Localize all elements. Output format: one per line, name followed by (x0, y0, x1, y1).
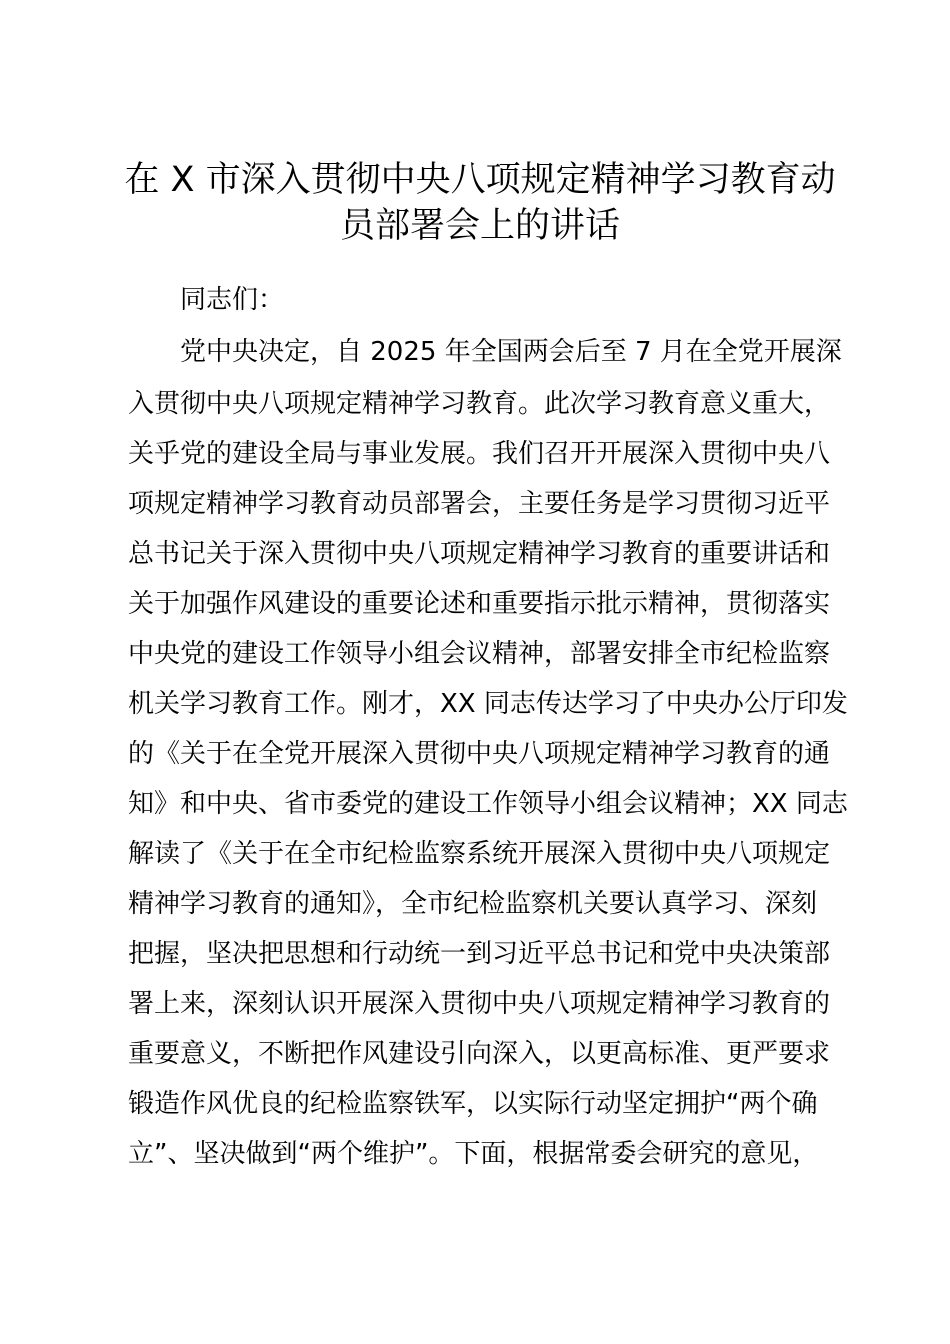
body-line: 立”、坚决做到“两个维护”。下面，根据常委会研究的意见， (128, 1139, 819, 1169)
body-line: 入贯彻中央八项规定精神学习教育。此次学习教育意义重大， (128, 389, 831, 419)
body-line: 的《关于在全党开展深入贯彻中央八项规定精神学习教育的通 (128, 739, 831, 769)
body-line: 机关学习教育工作。刚才，XX 同志传达学习了中央办公厅印发 (128, 689, 848, 719)
body-line: 总书记关于深入贯彻中央八项规定精神学习教育的重要讲话和 (128, 539, 831, 569)
body-line: 把握，坚决把思想和行动统一到习近平总书记和党中央决策部 (128, 939, 831, 969)
body-line: 项规定精神学习教育动员部署会，主要任务是学习贯彻习近平 (128, 489, 831, 519)
body-line: 解读了《关于在全市纪检监察系统开展深入贯彻中央八项规定 (128, 839, 831, 869)
body-line: 关于加强作风建设的重要论述和重要指示批示精神，贯彻落实 (128, 589, 831, 619)
body-line: 关乎党的建设全局与事业发展。我们召开开展深入贯彻中央八 (128, 439, 831, 469)
salutation: 同志们： (180, 285, 285, 315)
body-line: 署上来，深刻认识开展深入贯彻中央八项规定精神学习教育的 (128, 989, 831, 1019)
document-title-line-1: 在 X 市深入贯彻中央八项规定精神学习教育动 (124, 160, 836, 200)
body-line: 知》和中央、省市委党的建设工作领导小组会议精神；XX 同志 (128, 789, 848, 819)
body-line: 锻造作风优良的纪检监察铁军，以实际行动坚定拥护“两个确 (128, 1089, 818, 1119)
body-line: 精神学习教育的通知》，全市纪检监察机关要认真学习、深刻 (128, 889, 818, 919)
document-title-line-2: 员部署会上的讲话 (339, 206, 620, 246)
body-line: 中央党的建设工作领导小组会议精神，部署安排全市纪检监察 (128, 639, 831, 669)
body-line: 党中央决定，自 2025 年全国两会后至 7 月在全党开展深 (180, 337, 842, 367)
body-line: 重要意义，不断把作风建设引向深入，以更高标准、更严要求 (128, 1039, 831, 1069)
